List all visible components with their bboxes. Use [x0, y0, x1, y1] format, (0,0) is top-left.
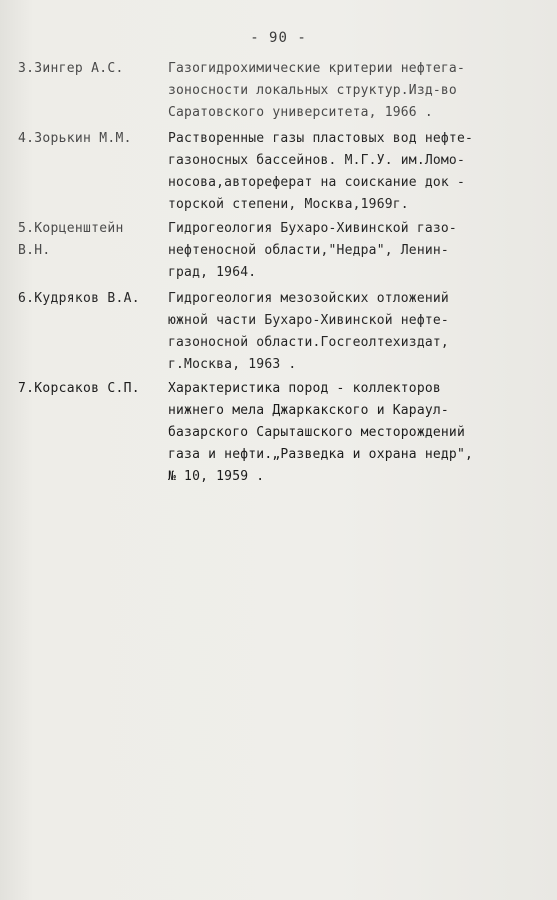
reference-line: южной части Бухаро-Хивинской нефте- — [168, 313, 449, 328]
entry-author — [18, 378, 168, 400]
author-line: 6.Кудряков В.А. — [18, 291, 140, 306]
entry-author — [18, 218, 168, 262]
author-line: 4.Зорькин М.М. — [18, 131, 132, 146]
entry-reference-text — [168, 378, 508, 488]
reference-line: зоносности локальных структур.Изд-во — [168, 83, 457, 98]
reference-line: Гидрогеология Бухаро-Хивинской газо- — [168, 221, 457, 236]
entry-author — [18, 58, 168, 80]
reference-line: нижнего мела Джаркакского и Караул- — [168, 403, 449, 418]
reference-line: торской степени, Москва,1969г. — [168, 197, 409, 212]
entry-reference-text — [168, 58, 508, 124]
reference-line: Газогидрохимические критерии нефтега- — [168, 61, 465, 76]
reference-line: нефтеносной области,"Недра", Ленин- — [168, 243, 449, 258]
reference-line: газоносных бассейнов. М.Г.У. им.Ломо- — [168, 153, 465, 168]
reference-line: Растворенные газы пластовых вод нефте- — [168, 131, 474, 146]
entry-reference-text — [168, 288, 508, 376]
entry-reference-text — [168, 218, 508, 284]
reference-line: газоносной области.Госгеолтехиздат, — [168, 335, 449, 350]
reference-line: град, 1964. — [168, 265, 257, 280]
page-number: - 90 - — [250, 30, 307, 46]
entry-reference-text — [168, 128, 508, 216]
reference-line: Гидрогеология мезозойских отложений — [168, 291, 449, 306]
entry-author — [18, 128, 168, 150]
reference-line: базарского Сарыташского месторождений — [168, 425, 465, 440]
author-line: В.Н. — [18, 243, 51, 258]
entry-author — [18, 288, 168, 310]
reference-line: г.Москва, 1963 . — [168, 357, 297, 372]
author-line: 5.Корценштейн — [18, 221, 124, 236]
reference-line: газа и нефти.„Разведка и охрана недр", — [168, 447, 474, 462]
reference-line: Саратовского университета, 1966 . — [168, 105, 433, 120]
reference-line: носова,автореферат на соискание док - — [168, 175, 465, 190]
reference-line: Характеристика пород - коллекторов — [168, 381, 441, 396]
reference-line: № 10, 1959 . — [168, 469, 265, 484]
author-line: 7.Корсаков С.П. — [18, 381, 140, 396]
author-line: 3.Зингер А.С. — [18, 61, 124, 76]
